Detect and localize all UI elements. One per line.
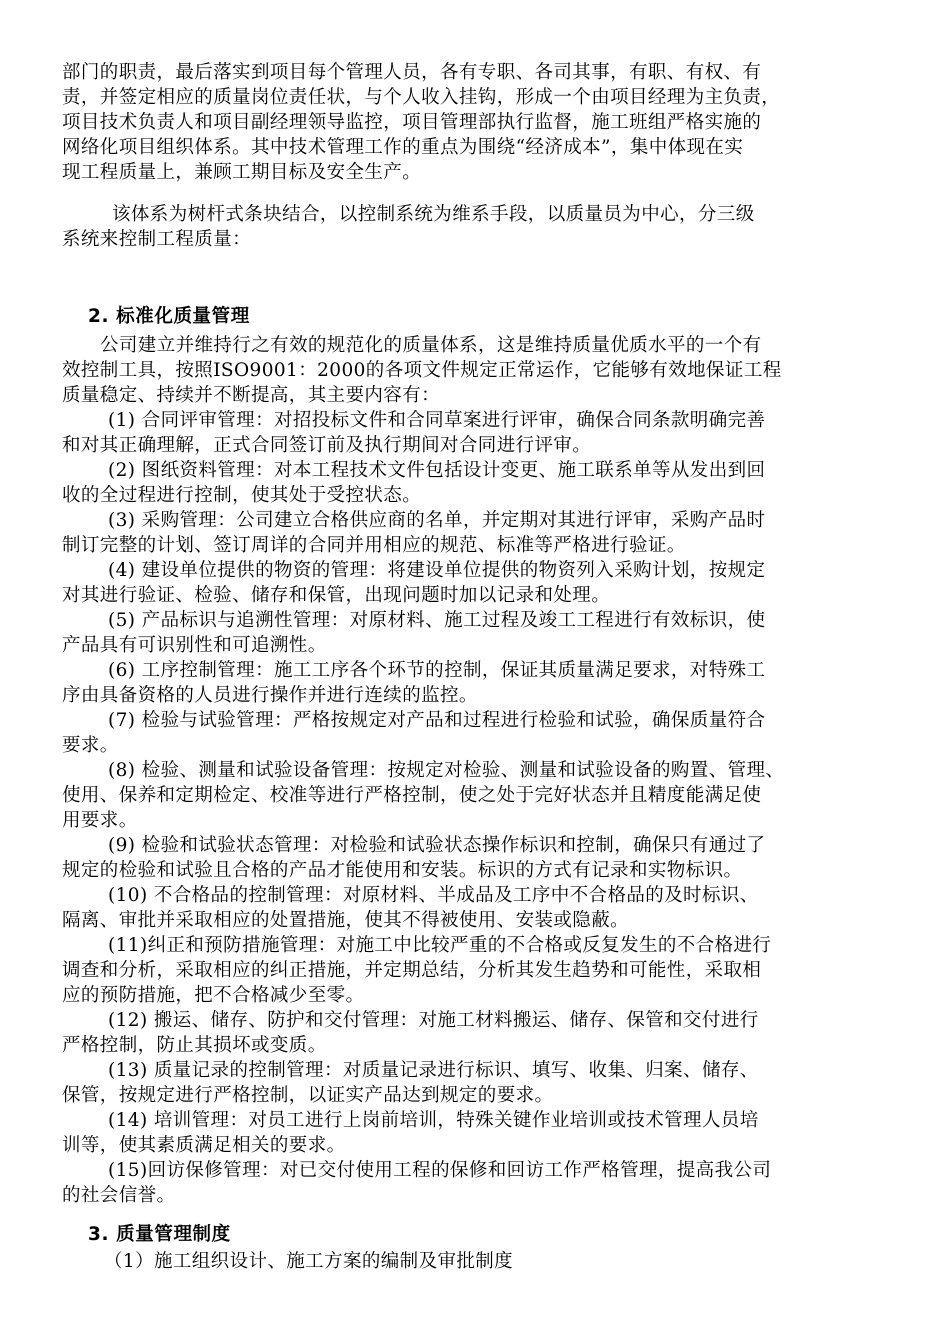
intro-p2-line: 该体系为树杆式条块结合，以控制系统为维系手段，以质量员为中心，分三级: [112, 204, 755, 225]
section2-intro-line: 效控制工具，按照ISO9001：2000的各项文件规定正常运作，它能够有效地保证工程: [62, 360, 782, 381]
list-item-line: (4) 建设单位提供的物资的管理：将建设单位提供的物资列入采购计划，按规定: [108, 560, 766, 581]
list-item-line: (5) 产品标识与追溯性管理：对原材料、施工过程及竣工工程进行有效标识，使: [108, 610, 766, 631]
section2-intro-line: 质量稳定、持续并不断提高，其主要内容有：: [62, 385, 441, 406]
list-item-line: 和对其正确理解，正式合同签订前及执行期间对合同进行评审。: [62, 435, 592, 456]
list-item-line: 制订完整的计划、签订周详的合同并用相应的规范、标准等严格进行验证。: [62, 535, 686, 556]
intro-p1-line: 现工程质量上，兼顾工期目标及安全生产。: [62, 162, 422, 183]
list-item-line: 隔离、审批并采取相应的处置措施，使其不得被使用、安装或隐蔽。: [62, 910, 630, 931]
list-item-line: (11)纠正和预防措施管理：对施工中比较严重的不合格或反复发生的不合格进行: [108, 935, 772, 956]
section-heading: 2. 标准化质量管理: [88, 306, 250, 327]
intro-p1-line: 项目技术负责人和项目副经理领导监控，项目管理部执行监督，施工班组严格实施的: [62, 112, 762, 133]
list-item-line: 产品具有可识别性和可追溯性。: [62, 635, 327, 656]
list-item-line: 要求。: [62, 735, 119, 756]
list-item-line: 使用、保养和定期检定、校准等进行严格控制，使之处于完好状态并且精度能满足使: [62, 785, 762, 806]
list-item-line: 对其进行验证、检验、储存和保管，出现问题时加以记录和处理。: [62, 585, 611, 606]
list-item-line: 用要求。: [62, 810, 138, 831]
list-item-line: (13) 质量记录的控制管理：对质量记录进行标识、填写、收集、归案、储存、: [108, 1060, 759, 1081]
list-item-line: (14) 培训管理：对员工进行上岗前培训，特殊关键作业培训或技术管理人员培: [108, 1110, 759, 1131]
list-item-line: 严格控制，防止其损坏或变质。: [62, 1035, 327, 1056]
list-item-line: (7) 检验与试验管理：严格按规定对产品和过程进行检验和试验，确保质量符合: [108, 710, 766, 731]
intro-p1-line: 责，并签定相应的质量岗位责任状，与个人收入挂钩，形成一个由项目经理为主负责，: [62, 87, 781, 108]
list-item-line: (12) 搬运、储存、防护和交付管理：对施工材料搬运、储存、保管和交付进行: [108, 1010, 759, 1031]
intro-p2-line: 系统来控制工程质量：: [62, 229, 252, 250]
list-item-line: (9) 检验和试验状态管理：对检验和试验状态操作标识和控制，确保只有通过了: [108, 835, 766, 856]
list-item-line: 规定的检验和试验且合格的产品才能使用和安装。标识的方式有记录和实物标识。: [62, 860, 743, 881]
list-item-line: 应的预防措施，把不合格减少至零。: [62, 985, 365, 1006]
list-item-line: (8) 检验、测量和试验设备管理：按规定对检验、测量和试验设备的购置、管理、: [108, 760, 785, 781]
section2-intro-line: 公司建立并维持行之有效的规范化的质量体系，这是维持质量优质水平的一个有: [100, 335, 762, 356]
list-item-line: 调查和分析，采取相应的纠正措施，并定期总结，分析其发生趋势和可能性，采取相: [62, 960, 762, 981]
list-item-line: (6) 工序控制管理：施工工序各个环节的控制，保证其质量满足要求，对特殊工: [108, 660, 766, 681]
list-item-line: 的社会信誉。: [62, 1185, 176, 1206]
list-item-line: 序由具备资格的人员进行操作并进行连续的监控。: [62, 685, 478, 706]
list-item-line: 收的全过程进行控制，使其处于受控状态。: [62, 485, 422, 506]
list-item-line: (3) 采购管理：公司建立合格供应商的名单，并定期对其进行评审，采购产品时: [108, 510, 766, 531]
list-item-line: (10) 不合格品的控制管理：对原材料、半成品及工序中不合格品的及时标识、: [108, 885, 759, 906]
list-item-line: (15)回访保修管理：对已交付使用工程的保修和回访工作严格管理，提高我公司: [108, 1160, 772, 1181]
list-item-line: (1) 合同评审管理：对招投标文件和合同草案进行评审，确保合同条款明确完善: [108, 410, 766, 431]
intro-p1-line: 网络化项目组织体系。其中技术管理工作的重点为围绕“经济成本”，集中体现在实: [62, 137, 744, 158]
intro-p1-line: 部门的职责，最后落实到项目每个管理人员，各有专职、各司其事，有职、有权、有: [62, 62, 762, 83]
section-heading: 3. 质量管理制度: [88, 1224, 231, 1245]
list-item-line: 保管，按规定进行严格控制，以证实产品达到规定的要求。: [62, 1085, 554, 1106]
list-item-line: (2) 图纸资料管理：对本工程技术文件包括设计变更、施工联系单等从发出到回: [108, 460, 766, 481]
list-item-line: 训等，使其素质满足相关的要求。: [62, 1135, 346, 1156]
list-item-line: （1）施工组织设计、施工方案的编制及审批制度: [104, 1251, 514, 1272]
